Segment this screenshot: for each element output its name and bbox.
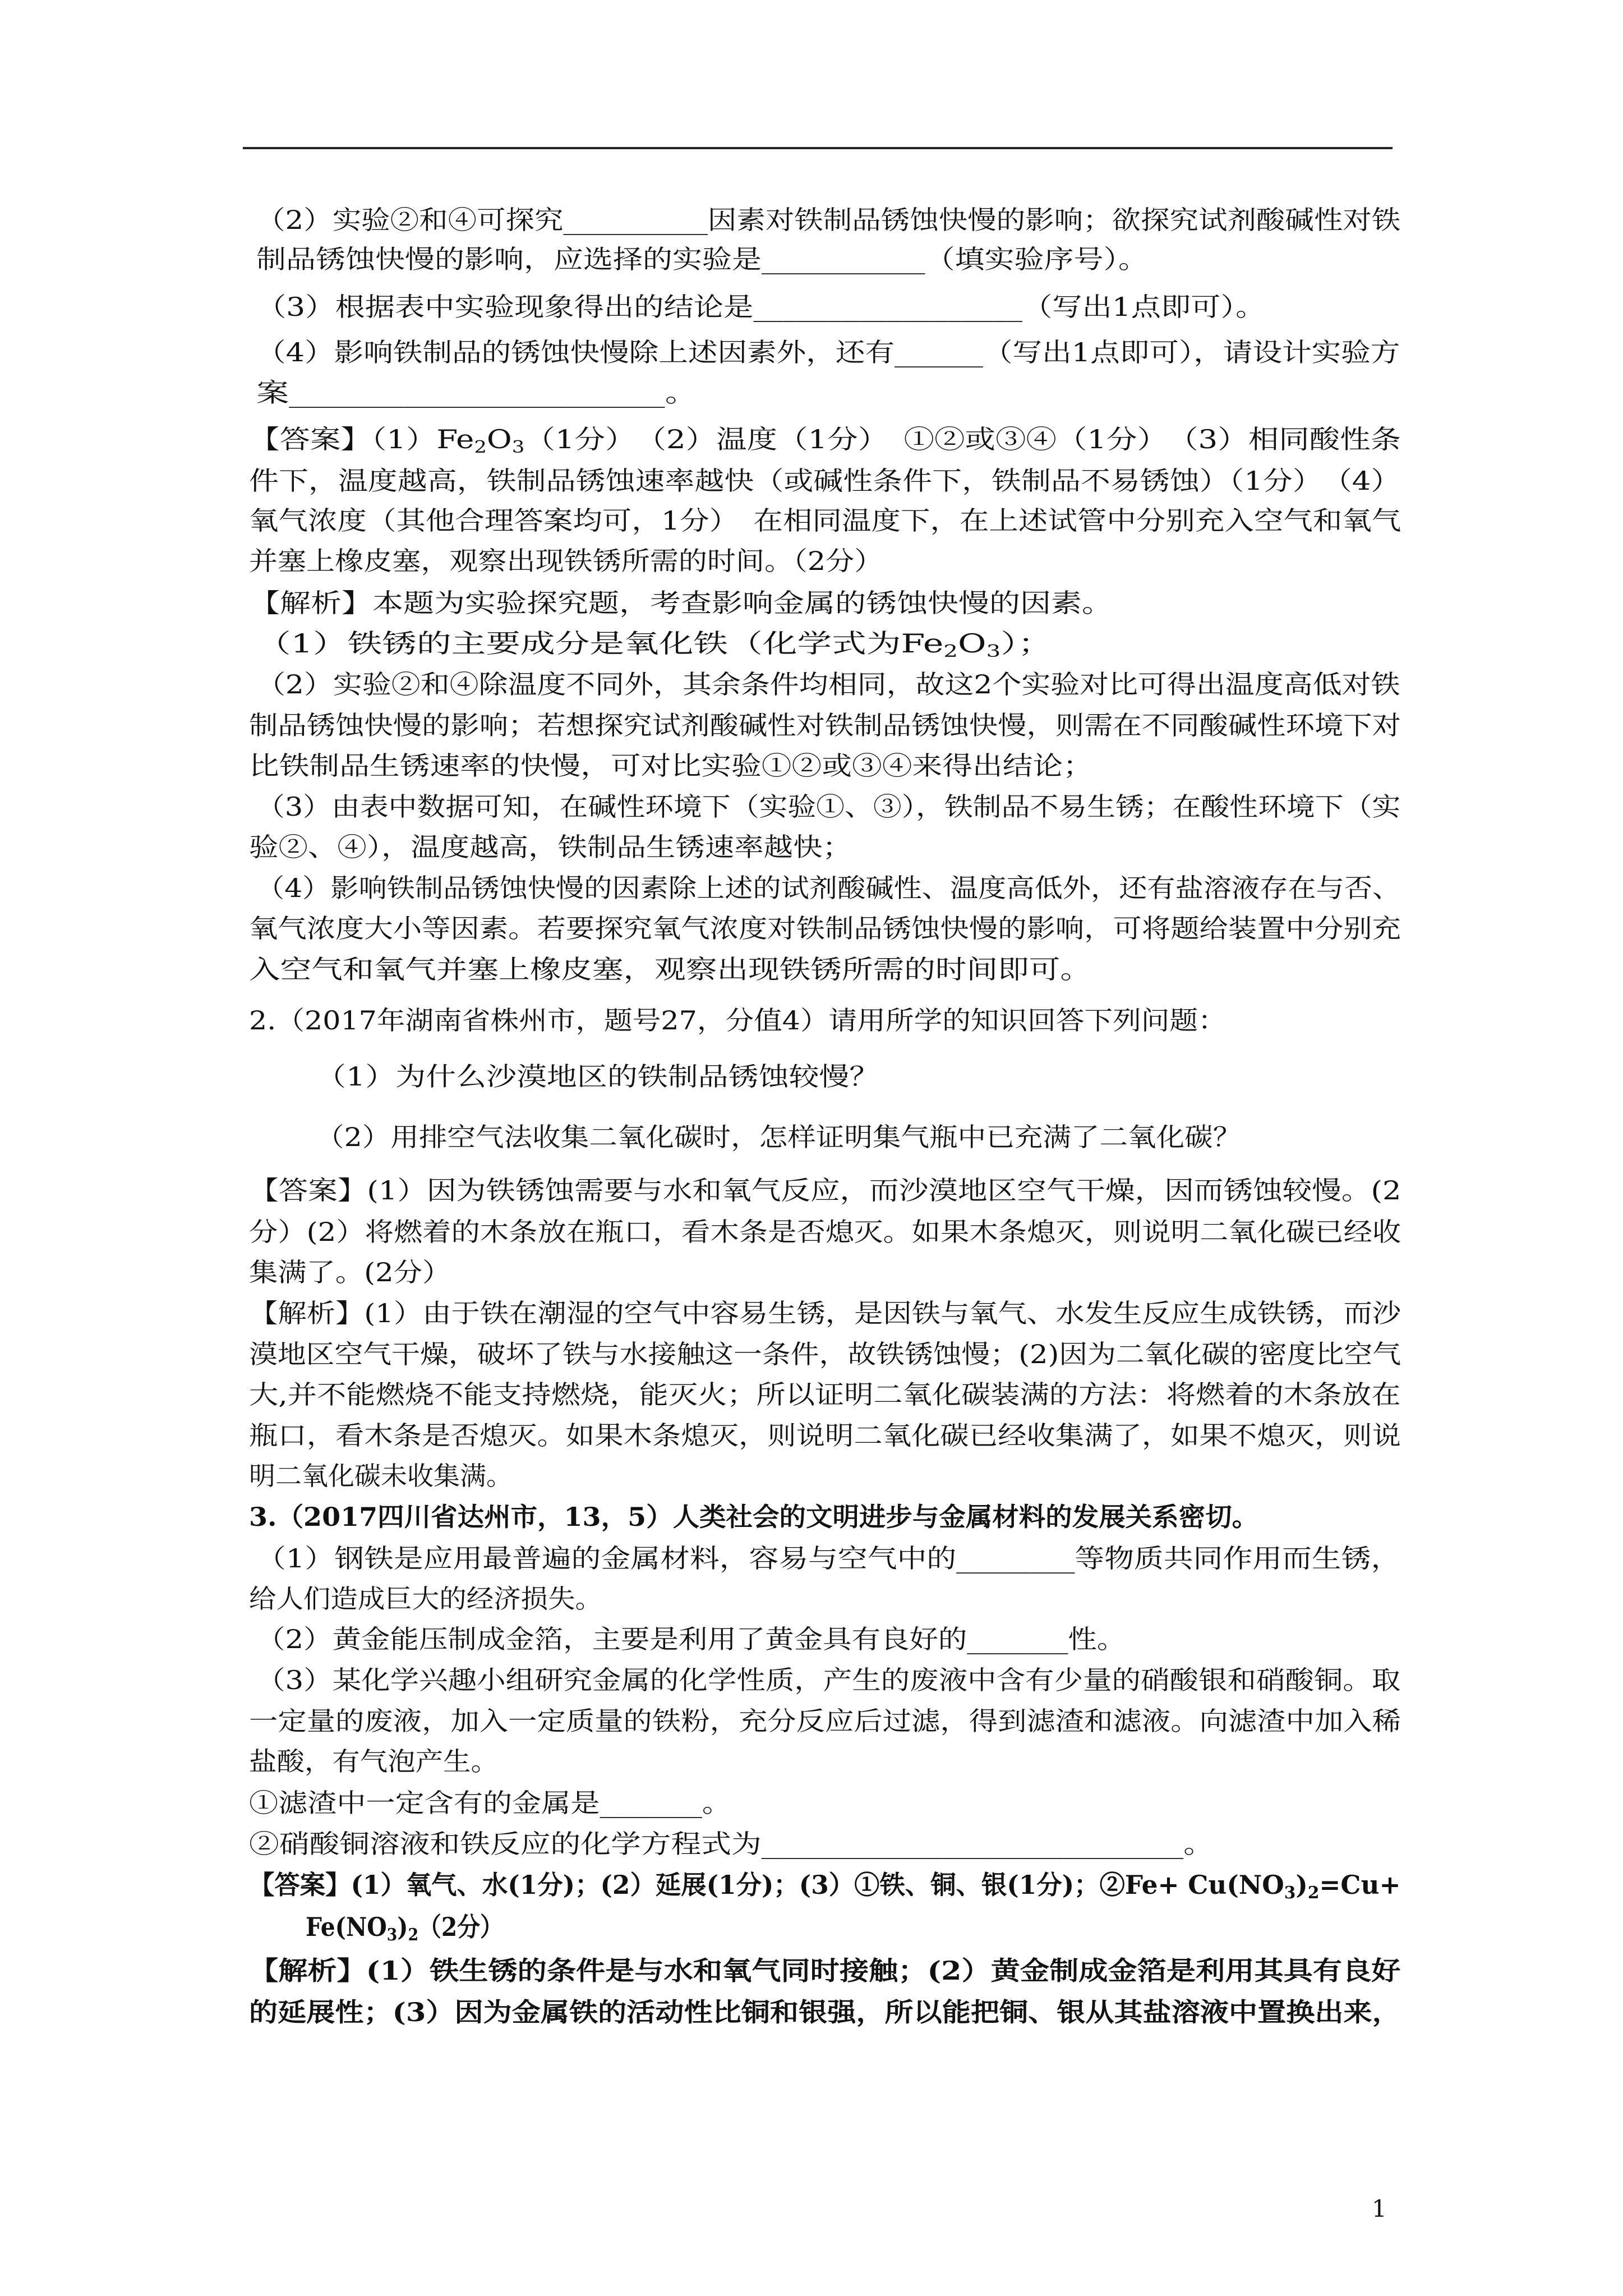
text-line: （3）由表中数据可知，在碱性环境下（实验①、③），铁制品不易生锈；在酸性环境下（实 (256, 792, 1401, 822)
text-line: 【答案】(1）氧气、水(1分)；(2）延展(1分)；(3）①铁、铜、银(1分)；②Fe+ $Cu(NO_3)_2=Cu+$ (249, 1870, 1401, 1903)
text-line: （4）影响铁制品锈蚀快慢的因素除上述的试剂酸碱性、温度高低外，还有盐溶液存在与否、 (256, 873, 1401, 903)
text-line: 明二氧化碳未收集满。 (249, 1461, 513, 1491)
text-line: 验②、④），温度越高，铁制品生锈速率越快； (249, 832, 852, 862)
text-line: 大,并不能燃烧不能支持燃烧，能灭火；所以证明二氧化碳装满的方法：将燃着的木条放在 (249, 1379, 1401, 1410)
text-line: 案_______________________。 (256, 378, 698, 408)
text-line: 氧气浓度（其他合理答案均可，1分） 在相同温度下，在上述试管中分别充入空气和氧气 (249, 505, 1401, 536)
text-line: 制品锈蚀快慢的影响；若想探究试剂酸碱性对铁制品锈蚀快慢，则需在不同酸碱性环境下对 (249, 710, 1401, 740)
text-line: 并塞上橡皮塞，观察出现铁锈所需的时间。（2分） (249, 546, 883, 576)
text-line: 【解析】(1）由于铁在潮湿的空气中容易生锈，是因铁与氧气、水发生反应生成铁锈，而沙 (249, 1298, 1401, 1328)
text-line: （2）黄金能压制成金箔，主要是利用了黄金具有良好的_______性。 (256, 1624, 1126, 1654)
text-line: （3）根据表中实验现象得出的结论是__________________（写出1点即可）。 (256, 292, 1266, 322)
text-line: 氧气浓度大小等因素。若要探究氧气浓度对铁制品锈蚀快慢的影响，可将题给装置中分别充 (249, 913, 1401, 944)
text-line: 给人们造成巨大的经济损失。 (249, 1584, 602, 1614)
header-rule (243, 147, 1393, 149)
text-line: 入空气和氧气并塞上橡皮塞，观察出现铁锈所需的时间即可。 (249, 954, 1091, 984)
text-line: （1）钢铁是应用最普遍的金属材料，容易与空气中的________等物质共同作用而生锈， (256, 1543, 1401, 1573)
text-line: 盐酸，有气泡产生。 (249, 1746, 499, 1777)
text-line: （2）用排空气法收集二氧化碳时，怎样证明集气瓶中已充满了二氧化碳？ (316, 1122, 1242, 1152)
text-line: ②硝酸铜溶液和铁反应的化学方程式为____________________________。 (249, 1829, 1214, 1859)
page-number: 1 (1372, 2195, 1387, 2223)
text-line: 件下，温度越高，铁制品锈蚀速率越快（或碱性条件下，铁制品不易锈蚀）（1分） （4） (249, 466, 1401, 496)
text-line: ①滤渣中一定含有的金属是_______。 (249, 1788, 731, 1818)
text-line: 的延展性；(3）因为金属铁的活动性比铜和银强，所以能把铜、银从其盐溶液中置换出来， (249, 1997, 1401, 2027)
text-line: 分）(2）将燃着的木条放在瓶口，看木条是否熄灭。如果木条熄灭，则说明二氧化碳已经收 (249, 1217, 1401, 1247)
text-line: 比铁制品生锈速率的快慢，可对比实验①②或③④来得出结论； (249, 751, 1093, 781)
text-line: 2.（2017年湖南省株州市，题号27，分值4）请用所学的知识回答下列问题： (249, 1005, 1227, 1036)
text-line: （2）实验②和④可探究__________因素对铁制品锈蚀快慢的影响；欲探究试剂酸碱性对铁 (256, 205, 1401, 235)
text-line: 【答案】(1）因为铁锈蚀需要与水和氧气反应，而沙漠地区空气干燥，因而锈蚀较慢。(2 (249, 1175, 1401, 1205)
text-line: $Fe(NO_3)_2(2$分） (306, 1912, 503, 1945)
text-line: （4）影响铁制品的锈蚀快慢除上述因素外，还有______（写出1点即可），请设计实验方 (256, 337, 1400, 367)
text-line: 集满了。(2分） (249, 1257, 451, 1287)
text-line: 一定量的废液，加入一定质量的铁粉，充分反应后过滤，得到滤渣和滤液。向滤渣中加入稀 (249, 1706, 1401, 1736)
text-line: 漠地区空气干燥，破坏了铁与水接触这一条件，故铁锈蚀慢；(2)因为二氧化碳的密度比空气 (249, 1339, 1401, 1369)
text-line: （1）铁锈的主要成分是氧化铁（化学式为$Fe_2O_3$）； (256, 628, 1053, 661)
text-line: 瓶口，看木条是否熄灭。如果木条熄灭，则说明二氧化碳已经收集满了，如果不熄灭，则说 (249, 1420, 1401, 1451)
text-line: 【解析】本题为实验探究题，考查影响金属的锈蚀快慢的因素。 (249, 588, 1113, 618)
text-line: 【答案】$(1)Fe_2O_3(1$分） （2）温度（1分） ①②或③④（1分） （3）相同酸性条 (249, 424, 1401, 457)
text-line: 3.（2017四川省达州市，13，5）人类社会的文明进步与金属材料的发展关系密切。 (249, 1502, 1259, 1532)
text-line: 制品锈蚀快慢的影响，应选择的实验是___________（填实验序号）。 (256, 244, 1148, 274)
text-line: 【解析】(1）铁生锈的条件是与水和氧气同时接触；(2）黄金制成金箔是利用其具有良好 (249, 1955, 1401, 1986)
text-line: （3）某化学兴趣小组研究金属的化学性质，产生的废液中含有少量的硝酸银和硝酸铜。取 (256, 1665, 1401, 1695)
text-line: （2）实验②和④除温度不同外，其余条件均相同，故这2个实验对比可得出温度高低对铁 (256, 669, 1400, 700)
text-line: （1）为什么沙漠地区的铁制品锈蚀较慢？ (316, 1061, 880, 1092)
